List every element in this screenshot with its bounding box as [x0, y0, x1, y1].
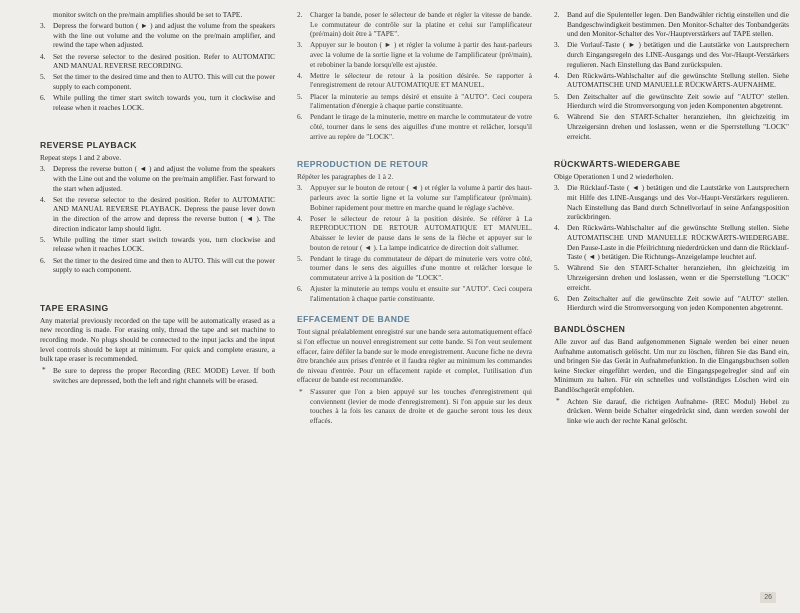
step-number: 2.: [554, 10, 560, 19]
bullet-text: Achten Sie darauf, die richtigen Aufnahme- (REC Modul) Hebel zu drücken. Wenn beide Schalter eingedrückt sind, dann werden sowohl der linke wie auch der rechte Kanal gelöscht.: [567, 396, 789, 425]
section-heading: RÜCKWÄRTS-WIEDERGABE: [554, 158, 681, 169]
step-text: Band auf die Spulenteller legen. Den Bandwähler richtig einstellen und die Bandgeschwindigkeit bestimmen. Den Monitor-Schalter des Tonbandgeräts und den Monitor-Schalter des Vor-/Hauptverstärkers auf TAPE stellen.: [567, 10, 789, 39]
list-item: [554, 263, 789, 292]
step-text: Appuyer sur le bouton de retour ( ◄ ) et régler la volume à partir des haut-parleurs avec la sortie ligne et la volume sur l'amplificateur (pré/main). Bobiner rapidement pour mettre en marche quand le réglage s'achève.: [310, 183, 532, 212]
step-text: Den Zeitschalter auf die gewünschte Zeit sowie auf "AUTO" stellen. Hierdurch wird die Stromversorgung von jeden Komponenten abgetrennt.: [567, 91, 789, 111]
top-steps-german: [554, 10, 789, 141]
section-effacement-de-bande-fr: [297, 314, 532, 425]
step-text: monitor switch on the pre/main amplifies should be set to TAPE.: [53, 10, 243, 19]
section-heading: REVERSE PLAYBACK: [40, 139, 137, 150]
list-item: [297, 112, 532, 141]
step-text: Während Sie den START-Schalter heranziehen, ihn gleichzeitig im Uhrzeigersinn drehen und loslassen, wenn er die Sperrstellung "LOCK" erreicht.: [567, 112, 789, 141]
top-steps-english: [40, 10, 275, 112]
section-rueckwaerts-wiedergabe-de: [554, 159, 789, 313]
step-number: 4.: [40, 51, 46, 61]
step-number: 5.: [40, 234, 46, 244]
list-item: [554, 112, 789, 141]
step-text: Den Zeitschalter auf die gewünschte Zeit sowie auf "AUTO" stellen. Hierdurch wird die Stromversorgung von jeden Komponenten abgetrennt.: [567, 293, 789, 313]
section-steps: [40, 164, 275, 274]
section-bandloeschen-de: [554, 324, 789, 426]
column-french: [297, 10, 532, 428]
step-text: Den Rückwärts-Wahlschalter auf die gewünschte Stellung stellen. Siehe AUTOMATISCHE UND MANUELLE RÜCKWÄRTS-WIEDERGABE. Den Pause-Laste in die Pfeilrichtung niederdrücken und dann die Rücklauf-Taste ( ◄ ) betätigen. Die Richtungs-Anzeigelampe leuchtet auf.: [567, 223, 789, 262]
column-english: [40, 10, 275, 428]
step-number: 3.: [554, 40, 560, 50]
list-item: [297, 254, 532, 283]
section-intro: Obige Operationen 1 und 2 wiederholen.: [554, 171, 674, 181]
bullet-text: S'assurer que l'on a bien appuyé sur les touches d'enregistrement qui conviennent (levier de mode d'enregistrement). Si l'on appuie sur les deux touches à la fois les canaux de droite et de gauche seront tous les deux effacés.: [310, 387, 532, 425]
column-german: [554, 10, 789, 428]
section-bullets: [554, 397, 789, 426]
step-text: Set the reverse selector to the desired position. Refer to AUTOMATIC AND MANUAL REVERSE PLAYBACK. Depress the pause lever down in the direction of the arrow and depress the reverse button ( ◄ ). The direction indicator lamp should light.: [53, 194, 275, 233]
section-bullets: [40, 366, 275, 385]
section-reproduction-de-retour-fr: [297, 159, 532, 304]
list-item: [554, 71, 789, 90]
list-item: [297, 40, 532, 69]
bullet-marker: *: [42, 365, 46, 375]
spacer: [40, 277, 275, 303]
step-text: Pendant le tirage de la minuterie, mettre en marche le commutateur de votre côté, tourner dans le sens des aiguilles d'une montre et relâcher, lorsqu'il arrive au repère de "LOCK".: [310, 112, 532, 141]
page-number: 26: [760, 592, 776, 603]
list-item: [554, 183, 789, 222]
spacer: [554, 143, 789, 159]
step-number: 6.: [554, 293, 560, 303]
spacer: [297, 143, 532, 159]
section-heading: BANDLÖSCHEN: [554, 323, 626, 334]
section-intro: Repeat steps 1 and 2 above.: [40, 152, 122, 162]
section-bullets: [297, 387, 532, 426]
list-item: [40, 93, 275, 112]
bullet-marker: *: [556, 396, 560, 406]
section-steps: [554, 183, 789, 313]
list-item: [40, 52, 275, 71]
section-heading: TAPE ERASING: [40, 302, 109, 313]
step-text: While pulling the timer start switch towards you, turn it clockwise and release when it reaches LOCK.: [53, 93, 275, 112]
list-item: [40, 195, 275, 234]
section-tape-erasing-en: [40, 303, 275, 385]
step-number: 5.: [554, 91, 560, 101]
list-item: [297, 387, 532, 426]
spacer: [297, 305, 532, 314]
top-steps-french: [297, 10, 532, 141]
step-number: 5.: [297, 91, 303, 101]
bullet-text: Be sure to depress the proper Recording (REC MODE) Lever. If both switches are depressed, both the left and right channels will be erased.: [53, 365, 275, 385]
section-steps: [297, 183, 532, 303]
step-text: Placer la minuterie au temps désiré et ensuite à "AUTO". Ceci coupera l'alimentation d'énergie à chaque partie constituante.: [310, 91, 532, 111]
list-item: [554, 10, 789, 39]
step-number: 6.: [554, 112, 560, 122]
step-number: 5.: [297, 253, 303, 263]
step-text: Set the timer to the desired time and then to AUTO. This will cut the power supply to each component.: [53, 72, 275, 91]
section-heading: REPRODUCTION DE RETOUR: [297, 158, 429, 169]
three-column-layout: [40, 10, 789, 428]
list-item: [297, 71, 532, 90]
step-text: Appuyer sur le bouton ( ► ) et régler la volume à partir des haut-parleurs avec la volume de la sortie ligne et la volume de l'amplificateur (pré/main), et rebobiner la bande lorsqu'elle est ajustée.: [310, 40, 532, 69]
step-text: Die Vorlauf-Taste ( ► ) betätigen und die Lautstärke von Lautsprechern durch Eingangsregeln des LINE-Ausgangs und des Vor-/Haupt-Verstärkers regulieren. Nach Einstellung das Band zurückspulen.: [567, 40, 789, 69]
list-item: [40, 10, 275, 20]
step-text: Während Sie den START-Schalter heranziehen, ihn gleichzeitig im Uhrzeigersinn drehen und loslassen, wenn er die Sperrstellung "LOCK" erreicht.: [567, 263, 789, 292]
step-text: Den Rückwärts-Wahlschalter auf die gewünschte Stellung stellen. Siehe AUTOMATISCHE UND MANUELLE RÜCKWÄRTS-AUFNAHME.: [567, 70, 789, 90]
step-text: Depress the reverse button ( ◄ ) and adjust the volume from the speakers with the Line out and the volume on the pre/main amplifier. Fast forward to the start when adjusted.: [53, 164, 275, 193]
step-number: 5.: [40, 72, 46, 82]
list-item: [40, 72, 275, 91]
step-number: 3.: [40, 164, 46, 174]
list-item: [40, 256, 275, 275]
step-text: Poser le sélecteur de retour à la position désirée. Se référer à La REPRODUCTION DE RETOUR AUTOMATIQUE ET MANUEL. Abaisser le levier de pause dans le sens de la flèche et appuyer sur le bouton de retour ( ◄ ). La lampe indicatrice de direction doit s'allumer.: [310, 213, 532, 252]
step-text: Pendant le tirage du commutateur de départ de minuterie vers votre côté, tourner dans le sens des aiguilles d'une montre et relâcher lorsque le commutateur arrive à la position de "LOCK".: [310, 253, 532, 282]
step-number: 3.: [40, 21, 46, 31]
list-item: [554, 40, 789, 69]
list-item: [297, 10, 532, 39]
list-item: [297, 284, 532, 303]
spacer: [554, 315, 789, 324]
section-intro: Répéter les paragraphes de 1 à 2.: [297, 171, 394, 181]
list-item: [40, 235, 275, 254]
list-item: [40, 366, 275, 385]
step-text: Ajuster la minuterie au temps voulu et ensuite sur "AUTO". Ceci coupera l'alimentation à chaque partie constituante.: [310, 284, 532, 303]
step-text: Set the timer to the desired time and then to AUTO. This will cut the power supply to each component.: [53, 255, 275, 275]
step-number: 6.: [297, 284, 303, 293]
step-text: Die Rücklauf-Taste ( ◄ ) betätigen und die Lautstärke von Lautsprechern mit Hilfe des LINE-Ausgangs und des Vor-/Haupt-Verstärkers regulieren. Nach Einstellung das Band durch Schnellvorlauf in seine Anfangsposition zurückbringen.: [567, 183, 789, 222]
section-heading: EFFACEMENT DE BANDE: [297, 314, 411, 325]
step-number: 6.: [297, 112, 303, 122]
step-number: 4.: [297, 213, 303, 223]
step-number: 4.: [554, 70, 560, 80]
step-number: 3.: [554, 183, 560, 193]
step-number: 4.: [554, 223, 560, 233]
list-item: [554, 223, 789, 262]
step-number: 4.: [40, 194, 46, 204]
step-number: 6.: [40, 255, 46, 265]
section-reverse-playback-en: [40, 140, 275, 275]
step-number: 3.: [297, 40, 303, 50]
bullet-marker: *: [299, 386, 303, 396]
step-number: 2.: [297, 10, 303, 19]
section-intro: Alle zuvor auf das Band aufgenommenen Signale werden bei einer neuen Aufnahme automatisch gelöscht. Um nur zu löschen, führen Sie das Band ein, und bringen Sie das Gerät in Aufnahmefunktion. In die Eingangsbuchsen sollen keine Stecker eingeführt werden, und die Eingangspegelregler sind auf ein Minimum zu halten. Für ein schnelles und vollständiges Löschen wird ein Bandlöschgerät empfohlen.: [554, 336, 789, 394]
list-item: [297, 214, 532, 253]
step-text: Mettre le sélecteur de retour à la position désirée. Se rapporter à l'enregistrement de retour AUTOMATIQUE ET MANUEL.: [310, 70, 532, 90]
list-item: [297, 183, 532, 212]
list-item: [297, 92, 532, 111]
list-item: [40, 164, 275, 193]
section-intro: Any material previously recorded on the tape will be automatically erased as a new recording is made. For erasing only, thread the tape and set machine to recording mode. No plugs should be connected to the input jacks and the input level controls should be kept at minimum. For quick and complete erasure, a bulk tape eraser is recommended.: [40, 315, 275, 364]
list-item: [554, 92, 789, 111]
step-text: Set the reverse selector to the desired position. Refer to AUTOMATIC AND MANUAL REVERSE RECORDING.: [53, 51, 275, 71]
step-number: 4.: [297, 70, 303, 80]
step-number: 5.: [554, 263, 560, 273]
step-text: Depress the forward button ( ► ) and adjust the volume from the speakers with the line out volume and the volume on the pre/main amplifier, and rewind the tape when adjusted.: [53, 21, 275, 50]
step-text: Charger la bande, poser le sélecteur de bande et régler la vitesse de bande. Le commutateur de contrôle sur la platine et celui sur l'amplificateur (pré/main) doit être à "TAPE".: [310, 10, 532, 39]
step-text: While pulling the timer start switch towards you, turn clockwise and release when it reaches LOCK.: [53, 234, 275, 254]
list-item: [554, 294, 789, 313]
spacer: [40, 114, 275, 140]
step-number: 6.: [40, 93, 46, 102]
section-intro: Tout signal préalablement enregistré sur une bande sera automatiquement effacé si l'on effectue un nouvel enregistrement sur cette bande. Si l'on veut seulement effacer, faire défiler la bande sur le mode enregistrement. Aucune fiche ne devra être branchée aux prises d'entrée et il faudra régler au minimum les commandes de niveau d'entrée. Pour un effacement rapide et complet, l'utilisation d'un effaceur de bande est recommandée.: [297, 327, 532, 385]
list-item: [554, 397, 789, 426]
step-number: 3.: [297, 183, 303, 193]
list-item: [40, 21, 275, 50]
